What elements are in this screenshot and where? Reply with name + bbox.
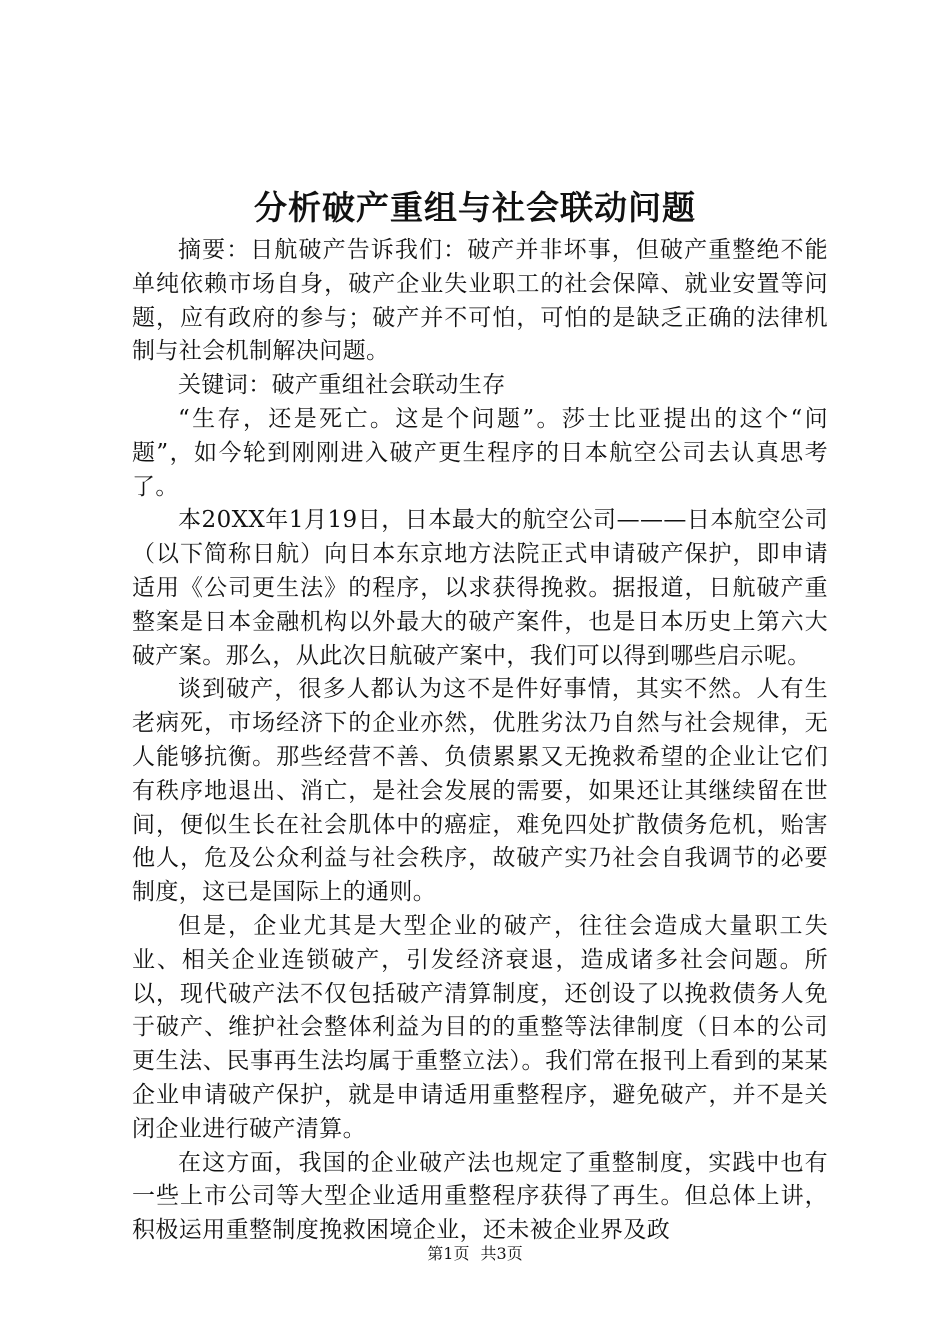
page-footer xyxy=(0,1242,950,1266)
page-number: 第1页 xyxy=(427,1244,470,1263)
page-total: 共3页 xyxy=(480,1244,523,1263)
document-title: 分析破产重组与社会联动问题 xyxy=(254,188,696,227)
paragraph: 在这方面，我国的企业破产法也规定了重整制度，实践中也有一些上市公司等大型企业适用重整程序获得了再生。但总体上讲，积极运用重整制度挽救困境企业，还未被企业界及政 xyxy=(132,1149,828,1244)
document-body xyxy=(132,234,828,1248)
paragraph-keywords: 关键词：破产重组社会联动生存 xyxy=(178,372,506,399)
paragraph: 但是，企业尤其是大型企业的破产，往往会造成大量职工失业、相关企业连锁破产，引发经济衰退，造成诸多社会问题。所以，现代破产法不仅包括破产清算制度，还创设了以挽救债务人免于破产、维护社会整体利益为目的的重整等法律制度（日本的公司更生法、民事再生法均属于重整立法）。我们常在报刊上看到的某某企业申请破产保护，就是申请适用重整程序，避免破产，并不是关闭企业进行破产清算。 xyxy=(132,912,828,1142)
paragraph: “生存，还是死亡。这是个问题”。莎士比亚提出的这个“问题”，如今轮到刚刚进入破产更生程序的日本航空公司去认真思考了。 xyxy=(132,405,828,500)
paragraph: 本20XX年1月19日，日本最大的航空公司———日本航空公司（以下简称日航）向日本东京地方法院正式申请破产保护，即申请适用《公司更生法》的程序，以求获得挽救。据报道，日航破产重整案是日本金融机构以外最大的破产案件，也是日本历史上第六大破产案。那么，从此次日航破产案中，我们可以得到哪些启示呢。 xyxy=(132,507,828,669)
paragraph: 谈到破产，很多人都认为这不是件好事情，其实不然。人有生老病死，市场经济下的企业亦然，优胜劣汰乃自然与社会规律，无人能够抗衡。那些经营不善、负债累累又无挽救希望的企业让它们有秩序地退出、消亡，是社会发展的需要，如果还让其继续留在世间，便似生长在社会肌体中的癌症，难免四处扩散债务危机，贻害他人，危及公众利益与社会秩序，故破产实乃社会自我调节的必要制度，这已是国际上的通则。 xyxy=(132,676,828,906)
paragraph-abstract: 摘要：日航破产告诉我们：破产并非坏事，但破产重整绝不能单纯依赖市场自身，破产企业失业职工的社会保障、就业安置等问题，应有政府的参与；破产并不可怕，可怕的是缺乏正确的法律机制与社会机制解决问题。 xyxy=(132,237,828,365)
